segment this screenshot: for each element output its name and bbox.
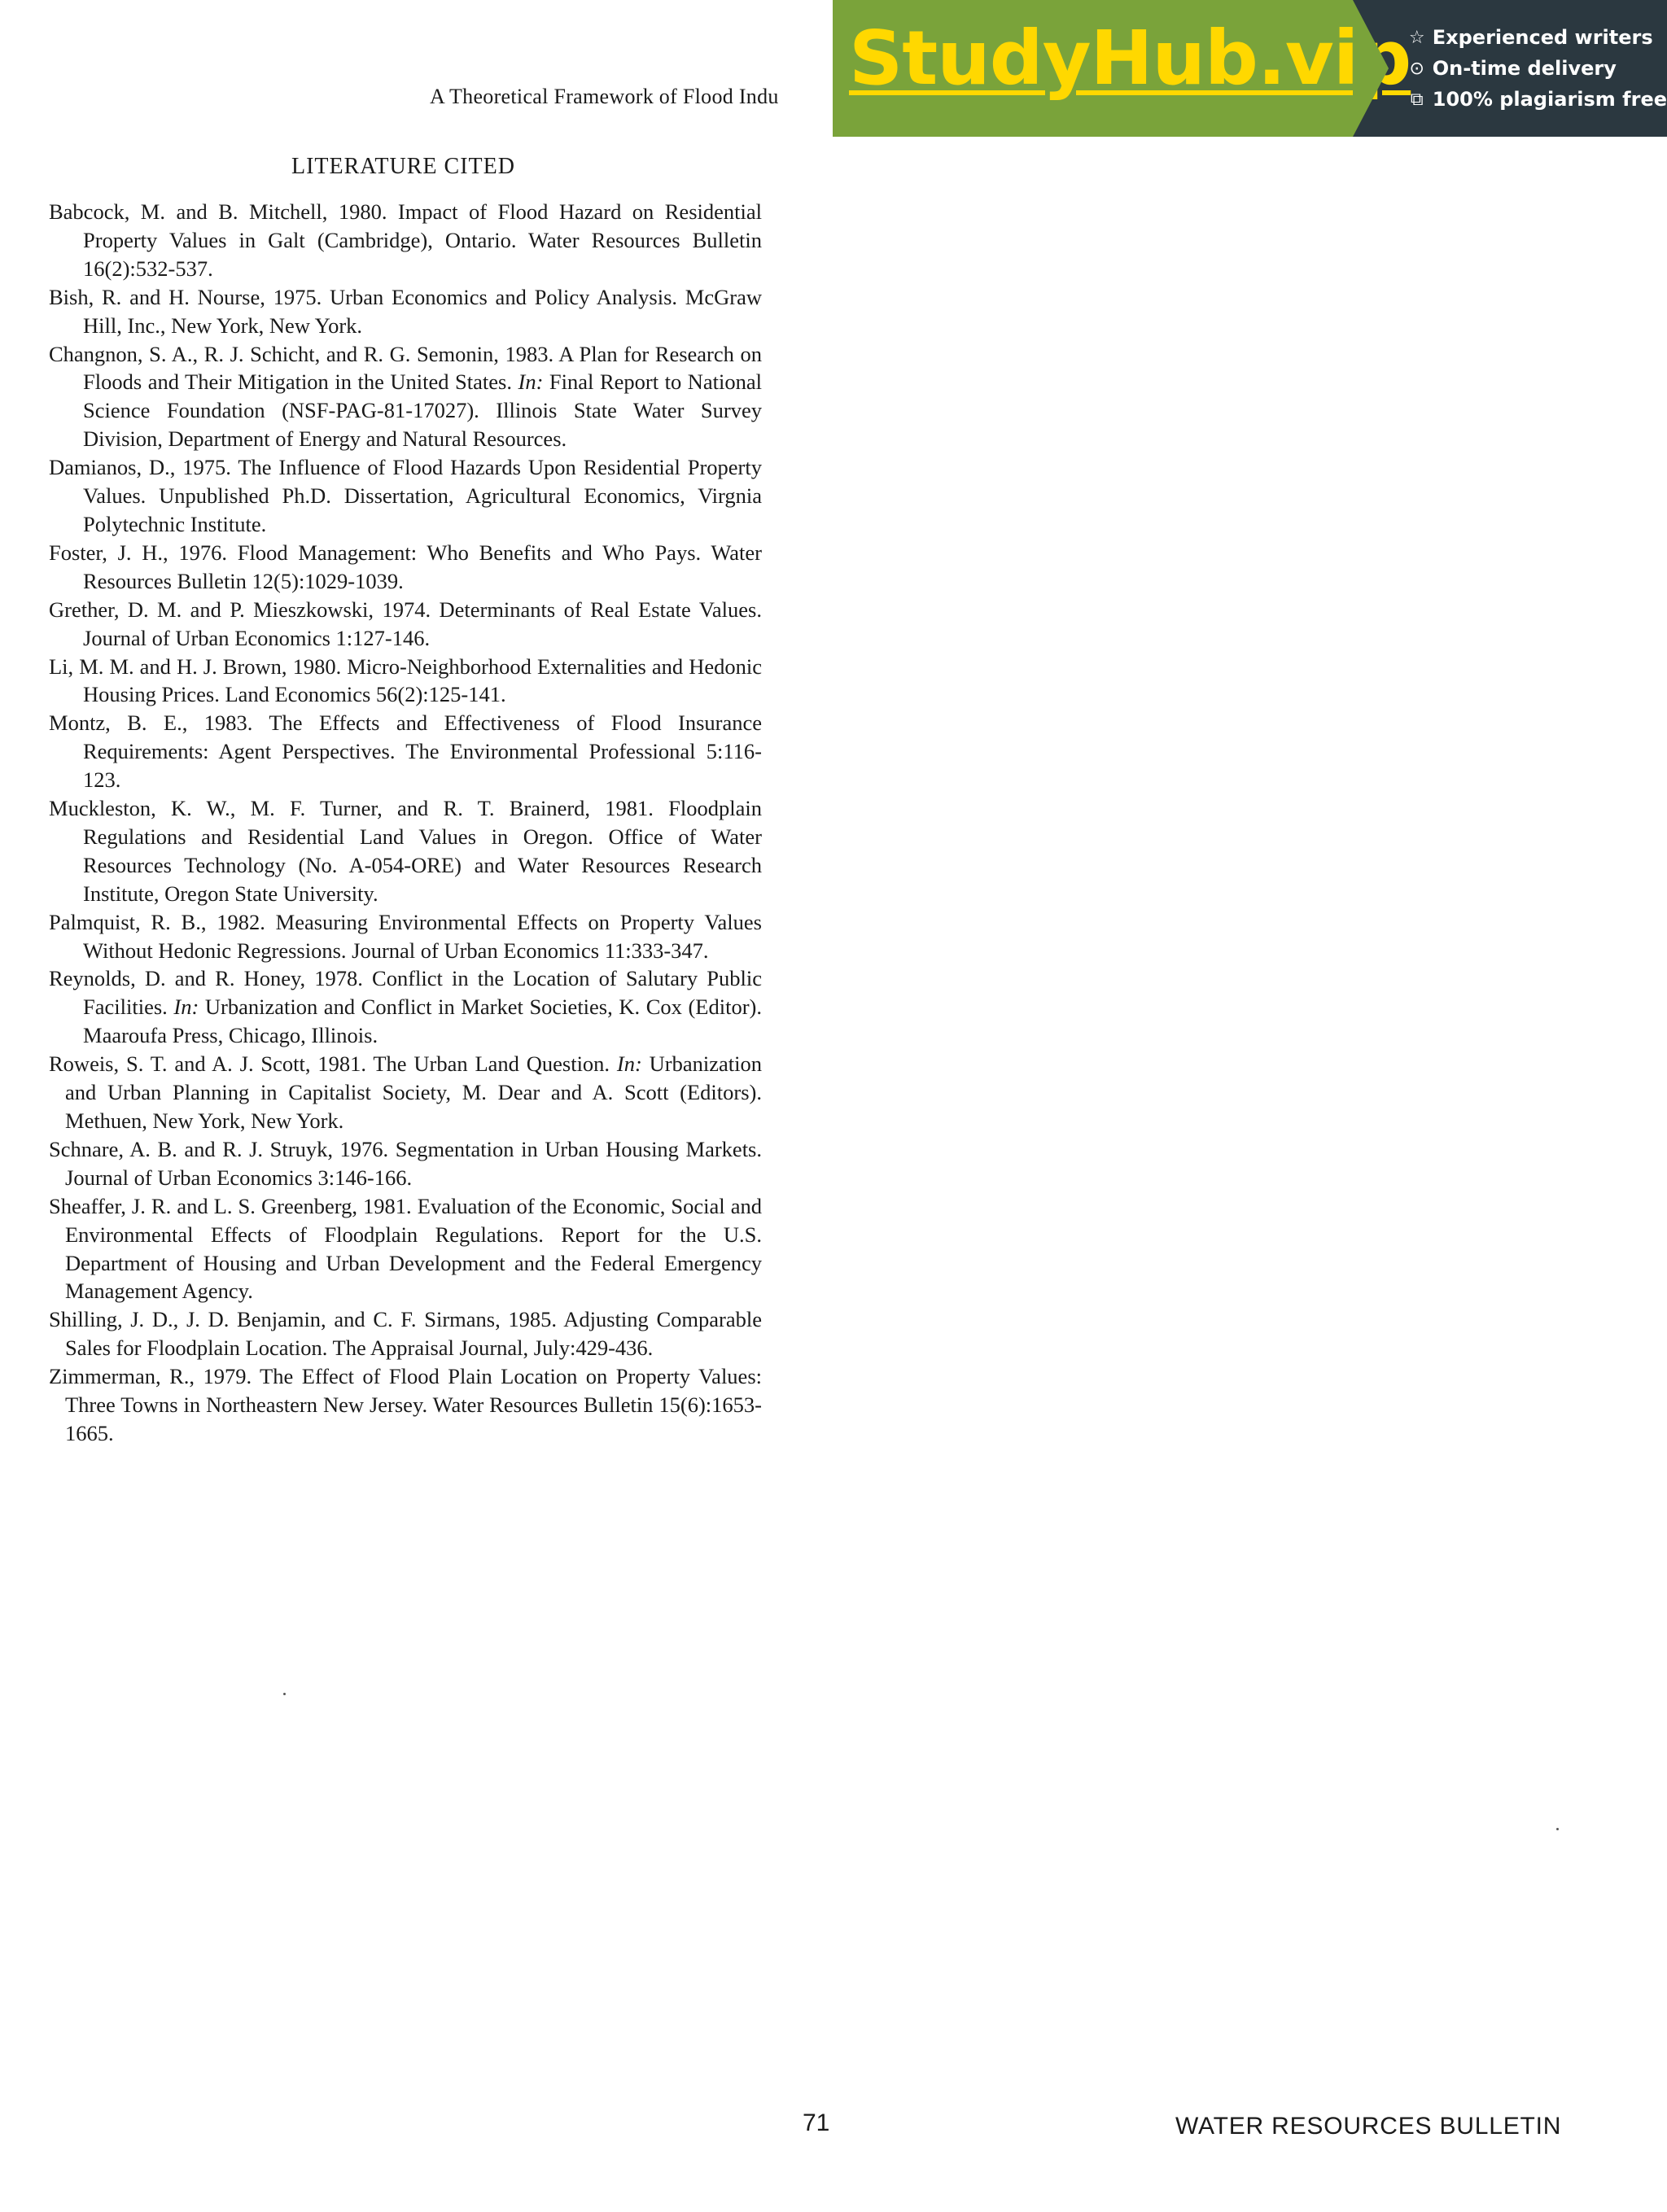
reference-item: Muckleston, K. W., M. F. Turner, and R. T. Brainerd, 1981. Floodplain Regulations and Residential Land Values in Oregon. Office of Water Resources Technology (No. A-054-ORE) and Water Resources Research Institute, Oregon State University. [49,796,762,906]
banner-brand-panel[interactable] [833,0,1411,137]
reference-item: Zimmerman, R., 1979. The Effect of Flood Plain Location on Property Values: Three Towns in Northeastern New Jersey. Water Resources Bulletin 15(6):1653-1665. [49,1364,762,1445]
feature-label: On-time delivery [1432,57,1617,80]
journal-name: WATER RESOURCES BULLETIN [1175,2113,1562,2140]
feature-item [1408,57,1667,80]
studyhub-banner[interactable] [833,0,1667,137]
reference-item [49,340,762,454]
feature-item [1408,26,1667,49]
section-heading: LITERATURE CITED [291,154,515,179]
reference-item: Grether, D. M. and P. Mieszkowski, 1974. Determinants of Real Estate Values. Journal of Urban Economics 1:127-146. [49,597,762,650]
feature-label: Experienced writers [1432,26,1653,49]
reference-item: Montz, B. E., 1983. The Effects and Effectiveness of Flood Insurance Requirements: Agent Perspectives. The Environmental Professional 5:116-123. [49,710,762,793]
star-outline-icon: ☆ [1408,27,1425,48]
reference-item [49,1050,762,1135]
reference-item: Foster, J. H., 1976. Flood Management: Who Benefits and Who Pays. Water Resources Bulletin 12(5):1029-1039. [49,540,762,593]
reference-item: Schnare, A. B. and R. J. Struyk, 1976. Segmentation in Urban Housing Markets. Journal of Urban Economics 3:146-166. [49,1136,762,1190]
reference-item: Shilling, J. D., J. D. Benjamin, and C. F. Sirmans, 1985. Adjusting Comparable Sales for Floodplain Location. The Appraisal Journal, July:429-436. [49,1307,762,1361]
reference-item: Li, M. M. and H. J. Brown, 1980. Micro-Neighborhood Externalities and Hedonic Housing Prices. Land Economics 56(2):125-141. [49,654,762,707]
clock-icon: ⊙ [1409,58,1424,79]
reference-text: Reynolds, D. and R. Honey, 1978. Conflict in the Location of Salutary Public Facilities. [49,966,762,1020]
brand-logo[interactable]: StudyHub.vip [849,15,1411,102]
reference-text: Urbanization and Conflict in Market Societies, K. Cox (Editor). Maaroufa Press, Chicago, Illinois. [83,995,762,1048]
reference-text: Urbanization and Urban Planning in Capitalist Society, M. Dear and A. Scott (Editors). Methuen, New York, New York. [65,1051,762,1133]
feature-label: 100% plagiarism free [1432,88,1667,111]
copy-icon: ⧉ [1410,89,1424,110]
running-title: A Theoretical Framework of Flood Indu [430,85,779,108]
reference-in-marker: In: [173,995,199,1020]
scan-speck [1556,1828,1559,1830]
reference-item: Palmquist, R. B., 1982. Measuring Environmental Effects on Property Values Without Hedonic Regressions. Journal of Urban Economics 11:333-347. [49,909,762,963]
reference-in-marker: In: [616,1051,642,1077]
scan-speck [283,1693,286,1695]
reference-item: Sheaffer, J. R. and L. S. Greenberg, 1981. Evaluation of the Economic, Social and Environmental Effects of Floodplain Regulations. Report for the U.S. Department of Housing and Urban Development and the Federal Emergency Management Agency. [49,1193,762,1304]
reference-item: Damianos, D., 1975. The Influence of Flood Hazards Upon Residential Property Values. Unpublished Ph.D. Dissertation, Agricultural Economics, Virgnia Polytechnic Institute. [49,455,762,536]
reference-text: Roweis, S. T. and A. J. Scott, 1981. The Urban Land Question. [49,1051,617,1077]
reference-text: Final Report to National Science Foundation (NSF-PAG-81-17027). Illinois State Water Survey Division, Department of Energy and Natural Resources. [83,369,762,452]
reference-text: Changnon, S. A., R. J. Schicht, and R. G. Semonin, 1983. A Plan for Research on Floods and Their Mitigation in the United States. [49,341,762,395]
page-number: 71 [803,2109,830,2136]
reference-list [49,198,762,1448]
feature-item [1408,88,1667,111]
reference-item: Bish, R. and H. Nourse, 1975. Urban Economics and Policy Analysis. McGraw Hill, Inc., New York, New York. [49,284,762,338]
reference-item: Babcock, M. and B. Mitchell, 1980. Impact of Flood Hazard on Residential Property Values in Galt (Cambridge), Ontario. Water Resources Bulletin 16(2):532-537. [49,199,762,281]
reference-item [49,964,762,1050]
reference-in-marker: In: [518,369,544,395]
